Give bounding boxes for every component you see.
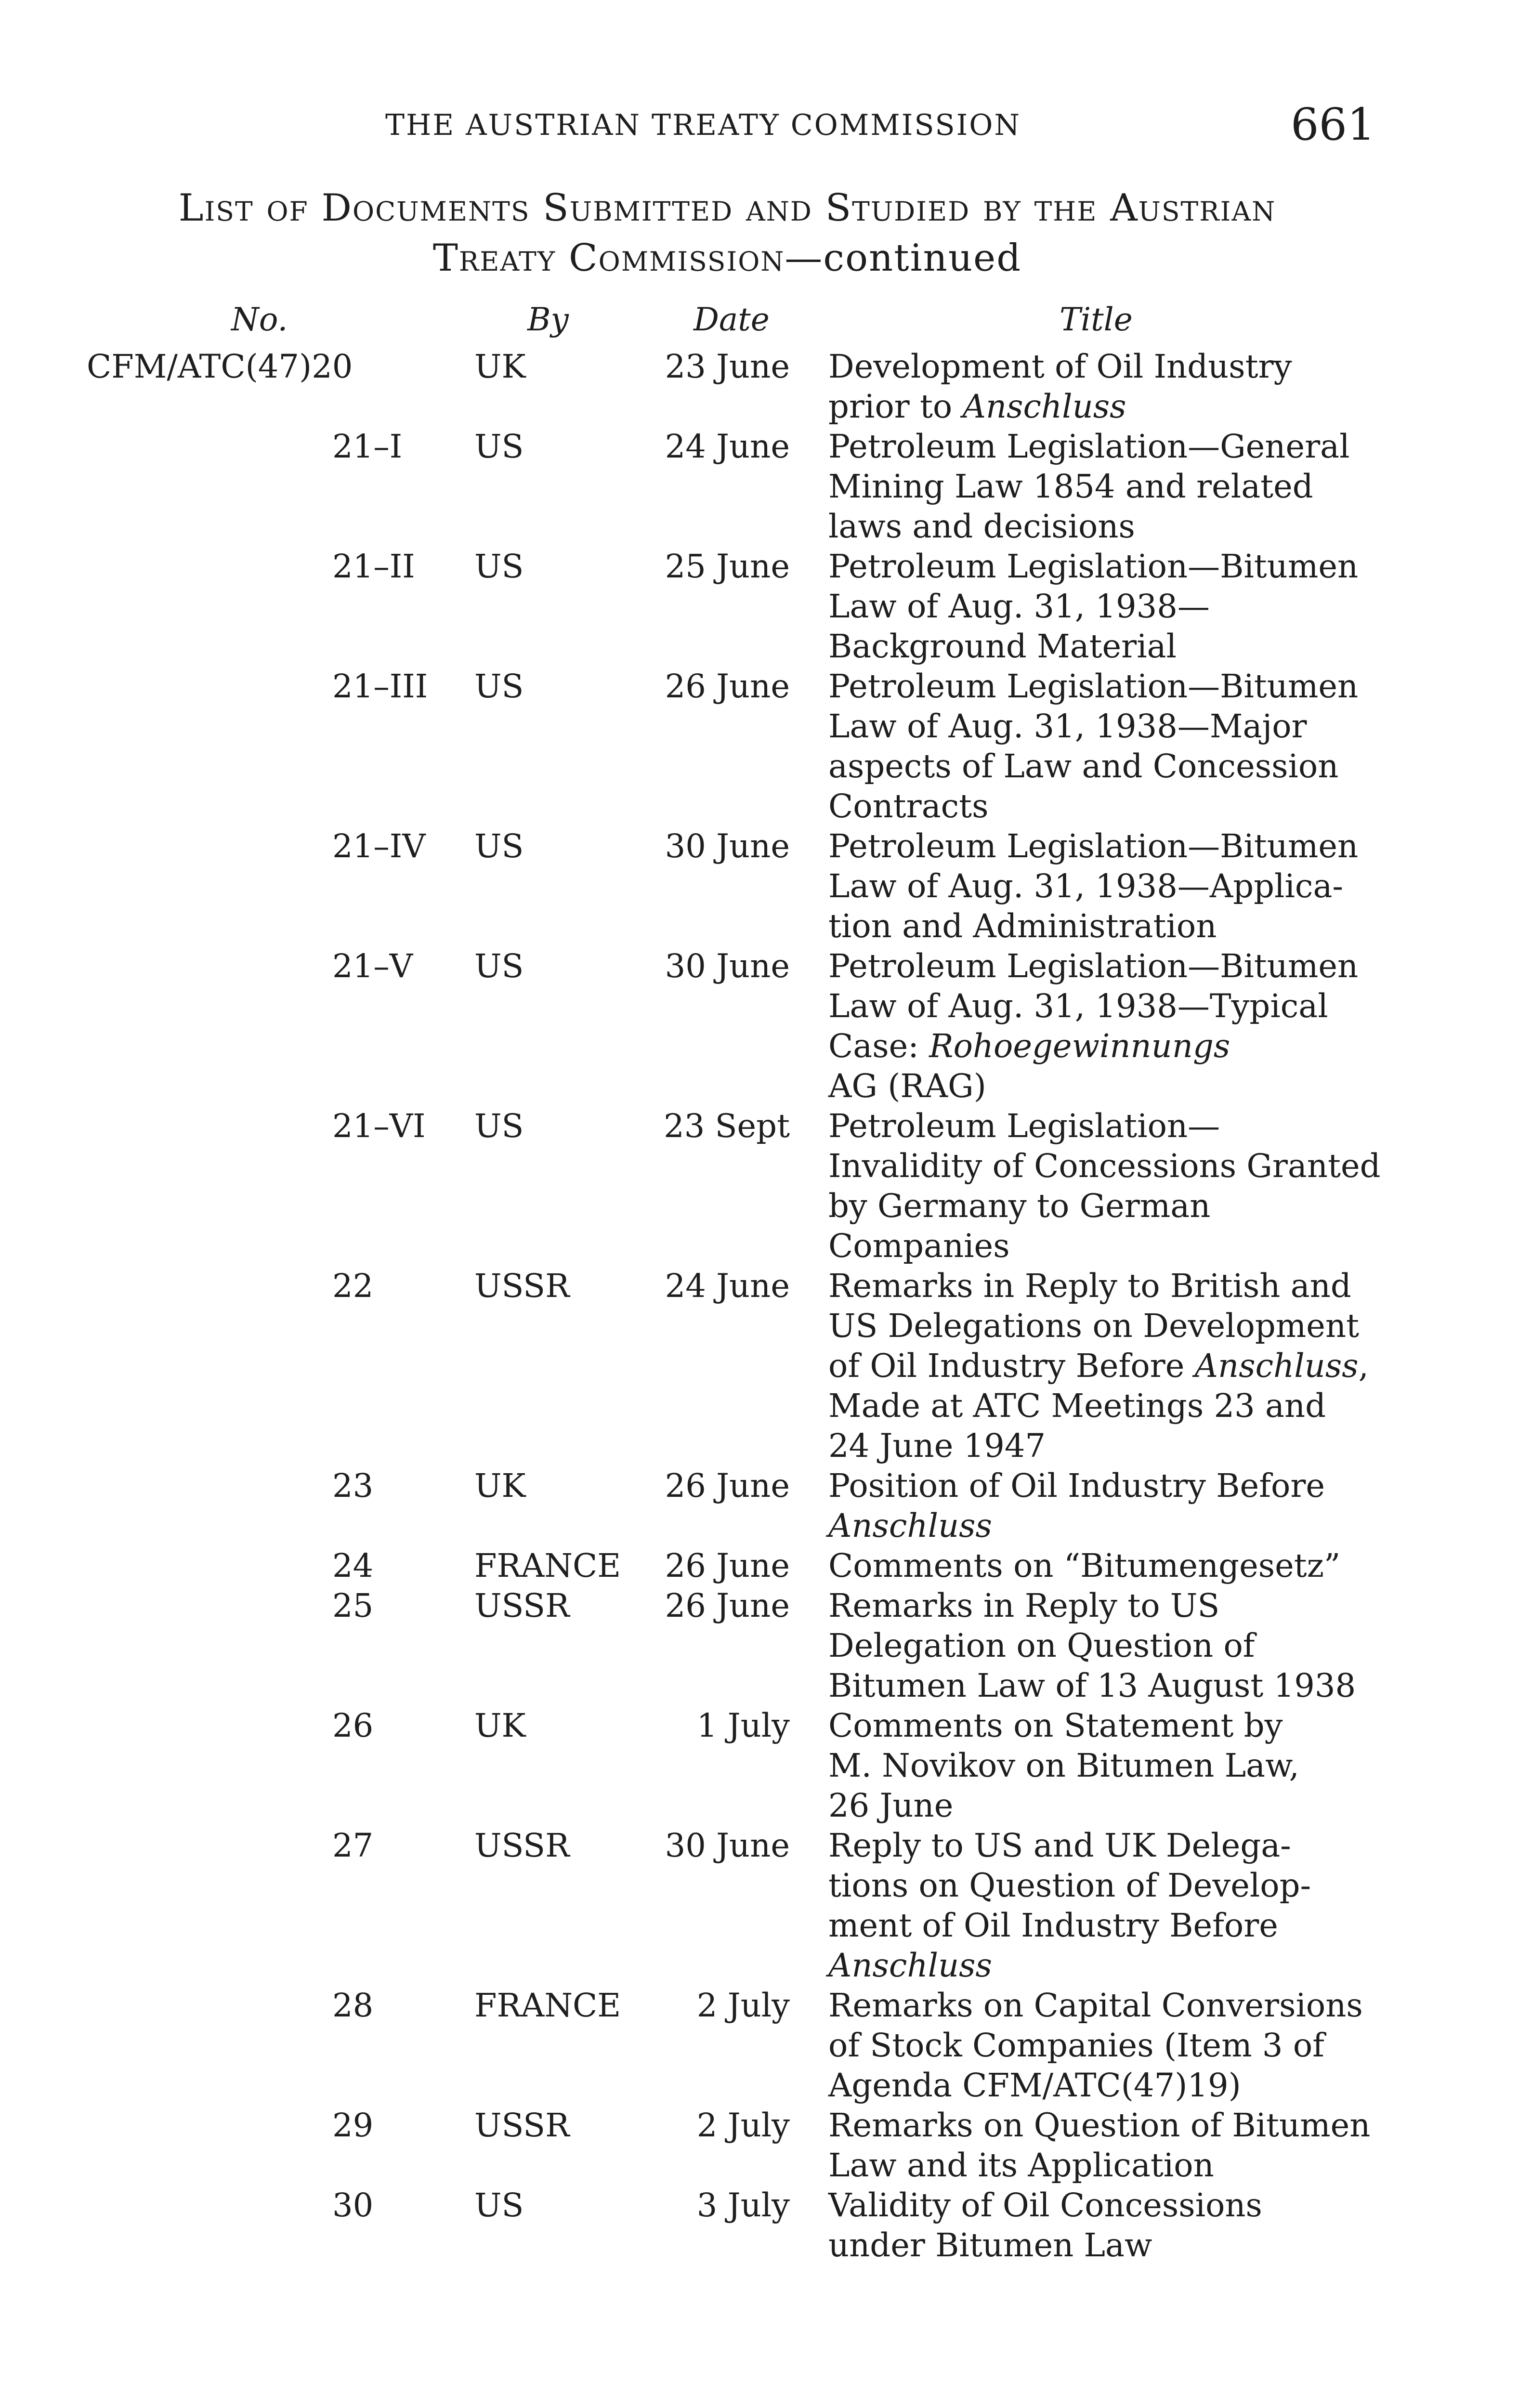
title-line: Law of Aug. 31, 1938— [828,588,1210,625]
title-line: Agenda CFM/ATC(47)19) [828,2067,1241,2104]
document-date: 2 July [696,1987,790,2024]
table-row [0,427,1518,547]
submitted-by: US [474,2186,524,2224]
submitted-by: UK [474,1467,526,1505]
document-date: 30 June [665,827,790,865]
submitted-by: FRANCE [474,1987,621,2024]
document-title [828,2186,1262,2265]
document-date: 2 July [696,2107,790,2144]
title-line: AG (RAG) [828,1067,986,1105]
heading-line-2 [77,233,1377,283]
document-number: 27 [332,1827,374,1864]
document-date: 26 June [665,1547,790,1584]
submitted-by: FRANCE [474,1547,621,1584]
title-line: Bitumen Law of 13 August 1938 [828,1667,1356,1704]
title-line: tions on Question of Develop- [828,1867,1311,1904]
title-line: Delegation on Question of [828,1627,1255,1664]
table-row [0,1266,1518,1466]
submitted-by: USSR [474,2107,570,2144]
document-title [828,1586,1356,1706]
title-line: Made at ATC Meetings 23 and [828,1387,1326,1425]
document-title [828,826,1358,946]
title-line: Anschluss [828,1947,992,1984]
document-number: 21–V [332,947,413,985]
title-line: Petroleum Legislation— [828,1107,1220,1145]
column-header-no: No. [231,301,288,338]
document-number: 21–III [332,667,428,705]
title-line: Remarks on Question of Bitumen [828,2107,1371,2144]
document-number: 26 [332,1707,374,1744]
document-number: 24 [332,1547,374,1584]
title-line: Remarks in Reply to British and [828,1267,1351,1305]
document-date: 25 June [665,548,790,585]
list-heading [77,183,1377,283]
title-line: 24 June 1947 [828,1427,1046,1465]
column-header-date: Date [694,301,770,338]
table-row [0,1706,1518,1826]
table-row [0,547,1518,667]
table-row [0,2106,1518,2186]
title-line: ment of Oil Industry Before [828,1907,1278,1944]
submitted-by: USSR [474,1827,570,1864]
document-number: 21–I [332,428,403,465]
document-title [828,946,1358,1106]
document-date: 23 June [665,348,790,385]
table-row [0,826,1518,946]
document-number: 23 [332,1467,374,1505]
document-date: 30 June [665,947,790,985]
submitted-by: US [474,428,524,465]
column-header-title: Title [1060,301,1133,338]
title-line: Companies [828,1227,1010,1265]
page-header [0,99,1518,157]
title-line: US Delegations on Development [828,1307,1360,1345]
document-number: 22 [332,1267,374,1305]
title-line: Background Material [828,628,1177,665]
document-number: CFM/ATC(47)20 [87,348,353,385]
table-row [0,1586,1518,1706]
document-date: 26 June [665,667,790,705]
title-line: 26 June [828,1787,954,1824]
submitted-by: US [474,947,524,985]
title-line: Invalidity of Concessions Granted [828,1147,1381,1185]
title-line: Development of Oil Industry [828,348,1292,385]
document-title [828,1546,1340,1586]
document-title [828,1266,1369,1466]
submitted-by: USSR [474,1587,570,1624]
table-row [0,1466,1518,1546]
document-date: 23 Sept [664,1107,790,1145]
title-line: Reply to US and UK Delega- [828,1827,1291,1864]
title-line: Law and its Application [828,2146,1214,2184]
document-title [828,1986,1363,2106]
document-title [828,2106,1370,2186]
running-title: THE AUSTRIAN TREATY COMMISSION [385,108,1021,142]
title-line: Contracts [828,787,989,825]
title-line: under Bitumen Law [828,2226,1152,2264]
table-row [0,347,1518,427]
table-row [0,1546,1518,1586]
title-line: Petroleum Legislation—Bitumen [828,947,1359,985]
document-date: 26 June [665,1587,790,1624]
submitted-by: US [474,827,524,865]
title-line: Comments on “Bitumengesetz” [828,1547,1341,1584]
document-date: 30 June [665,1827,790,1864]
title-line: tion and Administration [828,907,1217,945]
table-row [0,946,1518,1106]
document-number: 30 [332,2186,374,2224]
title-line: Law of Aug. 31, 1938—Major [828,707,1307,745]
document-date: 1 July [696,1707,790,1744]
document-title [828,1826,1311,1986]
document-table [0,347,1518,2265]
document-title [828,547,1358,667]
title-line: Remarks in Reply to US [828,1587,1220,1624]
title-line: by Germany to German [828,1187,1211,1225]
heading-line-2-text: Treaty Commission [432,236,785,280]
submitted-by: US [474,548,524,585]
heading-continued: —continued [785,236,1022,280]
document-title [828,1466,1325,1546]
document-title [828,667,1358,826]
title-line: Remarks on Capital Conversions [828,1987,1363,2024]
document-number: 21–IV [332,827,426,865]
title-line: Petroleum Legislation—Bitumen [828,548,1359,585]
table-row [0,1826,1518,1986]
document-date: 26 June [665,1467,790,1505]
title-line: laws and decisions [828,508,1135,545]
document-date: 3 July [696,2186,790,2224]
document-date: 24 June [665,428,790,465]
column-header-by: By [527,301,569,338]
document-title [828,347,1292,427]
title-line: Law of Aug. 31, 1938—Typical [828,987,1328,1025]
submitted-by: UK [474,348,526,385]
document-title [828,1106,1381,1266]
table-row [0,1106,1518,1266]
table-row [0,1986,1518,2106]
title-line: M. Novikov on Bitumen Law, [828,1747,1299,1784]
document-number: 28 [332,1987,374,2024]
document-number: 21–II [332,548,415,585]
title-line: Validity of Oil Concessions [828,2186,1262,2224]
heading-line-1: List of Documents Submitted and Studied by the Austrian [178,186,1276,230]
table-row [0,2186,1518,2265]
title-line: Petroleum Legislation—Bitumen [828,827,1359,865]
title-line: Petroleum Legislation—General [828,428,1350,465]
submitted-by: US [474,1107,524,1145]
title-line: aspects of Law and Concession [828,747,1339,785]
title-line: of Stock Companies (Item 3 of [828,2027,1324,2064]
title-line: Anschluss [828,1507,992,1544]
title-line: Law of Aug. 31, 1938—Applica- [828,867,1344,905]
document-title [828,1706,1299,1826]
submitted-by: USSR [474,1267,570,1305]
submitted-by: US [474,667,524,705]
document-number: 21–VI [332,1107,426,1145]
title-line: Case: Rohoegewinnungs [828,1027,1230,1065]
page-number: 661 [1291,99,1375,150]
title-line: Position of Oil Industry Before [828,1467,1325,1505]
title-line: Petroleum Legislation—Bitumen [828,667,1359,705]
document-date: 24 June [665,1267,790,1305]
submitted-by: UK [474,1707,526,1744]
table-row [0,667,1518,826]
document-title [828,427,1350,547]
title-line: of Oil Industry Before Anschluss, [828,1347,1369,1385]
document-number: 29 [332,2107,374,2144]
title-line: prior to Anschluss [828,388,1126,425]
title-line: Mining Law 1854 and related [828,468,1313,505]
document-number: 25 [332,1587,374,1624]
title-line: Comments on Statement by [828,1707,1283,1744]
